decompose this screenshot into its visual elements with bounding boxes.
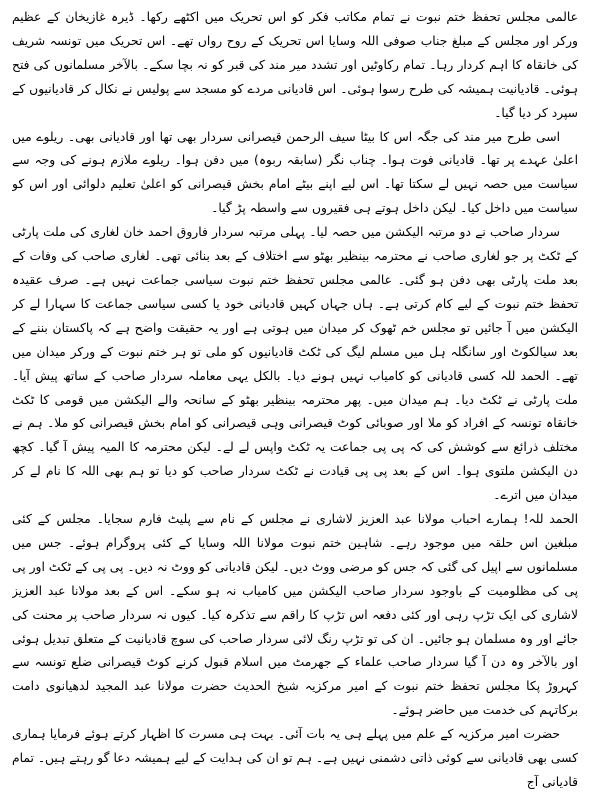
paragraph-4: الحمد للہ! ہمارے احباب مولانا عبد العزیز لاشاری نے مجلس کے نام سے پلیٹ فارم سجایا۔ مجلس کے کئی مبلغین اس حلقہ میں موجود رہے۔ شاہین ختم نبوت مولانا اللہ وسایا کے کئی پروگرام ہوئے۔ جس میں مسلمانوں سے اپیل کی گئی کہ جس کو مرضی ووٹ دیں۔ لیکن قادیانی کو ووٹ نہ دیں۔ پی پی کے ٹکٹ اور پی پی کی مظلومیت کے باوجود سردار صاحب الیکشن میں کامیاب نہ ہو سکے۔ اس کے بعد مولانا عبد العزیز لاشاری کی ایک تڑپ رہی اور کئی دفعہ اس تڑپ کا راقم سے تذکرہ کیا۔ کیوں نہ سردار صاحب پر محنت کی جائے اور وہ مسلمان ہو جائیں۔ ان کی تو تڑپ رنگ لائی سردار صاحب کی سوچ قادیانیت کے متعلق تبدیل ہوئی اور بالآخر وہ دن آ گیا سردار صاحب علماء کے جھرمٹ میں اسلام قبول کرنے کوٹ قیصرانی ضلع تونسہ سے کہروڑ پکا مجلس تحفظ ختم نبوت کے امیر مرکزیہ شیخ الحدیث حضرت مولانا عبد المجید لدھیانوی دامت برکاتہم کی خدمت میں حاضر ہوئے۔ — [12, 512, 578, 718]
document-page — [12, 6, 578, 794]
paragraph-1: عالمی مجلس تحفظ ختم نبوت نے تمام مکاتب فکر کو اس تحریک میں اکٹھے رکھا۔ ڈیرہ غازیخان کے عظیم ورکر اور مجلس کے مبلغ جناب صوفی اللہ وسایا اس تحریک کے روح رواں تھے۔ اس تحریک میں تونسہ شریف کی خانقاہ کا اہم کردار رہا۔ تمام رکاوٹیں اور تشدد میر مند کی قبر کو نہ بچا سکے۔ بالآخر مسلمانوں کی فتح ہوئی۔ قادیانیت ہمیشہ کی طرح رسوا ہوئی۔ اس قادیانی مردے کو مسجد سے پولیس نے نکال کر قادیانیوں کے سپرد کر دیا گیا۔ — [12, 10, 578, 120]
paragraph-2: اسی طرح میر مند کی جگہ اس کا بیٹا سیف الرحمن قیصرانی سردار بھی تھا اور قادیانی بھی۔ ریلوے میں اعلیٰ عہدے پر تھا۔ قادیانی فوت ہوا۔ چناب نگر (سابقہ ربوہ) میں دفن ہوا۔ ریلوے ملازم ہونے کی وجہ سے سیاست میں حصہ نہیں لے سکتا تھا۔ اس لیے اپنے بیٹے امام بخش قیصرانی کو اعلیٰ تعلیم دلوائی اور اس کو سیاست میں داخل کیا۔ لیکن داخل ہوتے ہی فقیروں سے واسطہ پڑ گیا۔ — [12, 129, 578, 216]
paragraph-5: حضرت امیر مرکزیہ کے علم میں پہلے ہی یہ بات آئی۔ بہت ہی مسرت کا اظہار کرتے ہوئے فرمایا ہماری کسی بھی قادیانی سے کوئی ذاتی دشمنی نہیں ہے۔ ہم تو ان کی ہدایت کے لیے ہمیشہ دعا گو رہتے ہیں۔ تمام قادیانی آج — [12, 727, 578, 789]
paragraph-3: سردار صاحب نے دو مرتبہ الیکشن میں حصہ لیا۔ پہلی مرتبہ سردار فاروق احمد خان لغاری کی ملت پارٹی کے ٹکٹ پر جو لغاری صاحب نے محترمہ بینظیر بھٹو سے اختلاف کے بعد بنائی تھی۔ لغاری صاحب کی وفات کے بعد ملت پارٹی بھی دفن ہو گئی۔ عالمی مجلس تحفظ ختم نبوت سیاسی جماعت نہیں ہے۔ صرف عقیدہ تحفظ ختم نبوت کے لیے کام کرتی ہے۔ ہاں جہاں کہیں قادیانی خود یا کسی سیاسی جماعت کا سہارا لے کر الیکشن میں آ جائیں تو مجلس خم ٹھوک کر میدان میں ہوتی ہے اور یہ حقیقت واضح ہے کہ پاکستان بننے کے بعد سیالکوٹ اور سانگلہ ہل میں مسلم لیگ کی ٹکٹ قادیانیوں کو ملی تو ہر ختم نبوت کے ورکر میدان میں تھے۔ الحمد للہ کسی قادیانی کو کامیاب نہیں ہونے دیا۔ بالکل یہی معاملہ سردار صاحب کے ساتھ پیش آیا۔ ملت پارٹی نے ٹکٹ دیا۔ ہم میدان میں۔ پھر محترمہ بینظیر بھٹو کے سانحہ والے الیکشن میں قومی کا ٹکٹ خانقاہ تونسہ کے افراد کو ملا اور صوبائی کوٹ قیصرانی وہی قیصرانی کو امام بخش قیصرانی کو ملا۔ ہم نے مختلف ذرائع سے کوشش کی کہ پی پی جماعت یہ ٹکٹ واپس لے لے۔ لیکن محترمہ کا المیہ پیش آ گیا۔ کچھ دن الیکشن ملتوی ہوا۔ اس کے بعد پی پی قیادت نے ٹکٹ سردار صاحب کو دیا تو ہم بھی اللہ کا نام لے کر میدان میں اترے۔ — [12, 225, 578, 503]
